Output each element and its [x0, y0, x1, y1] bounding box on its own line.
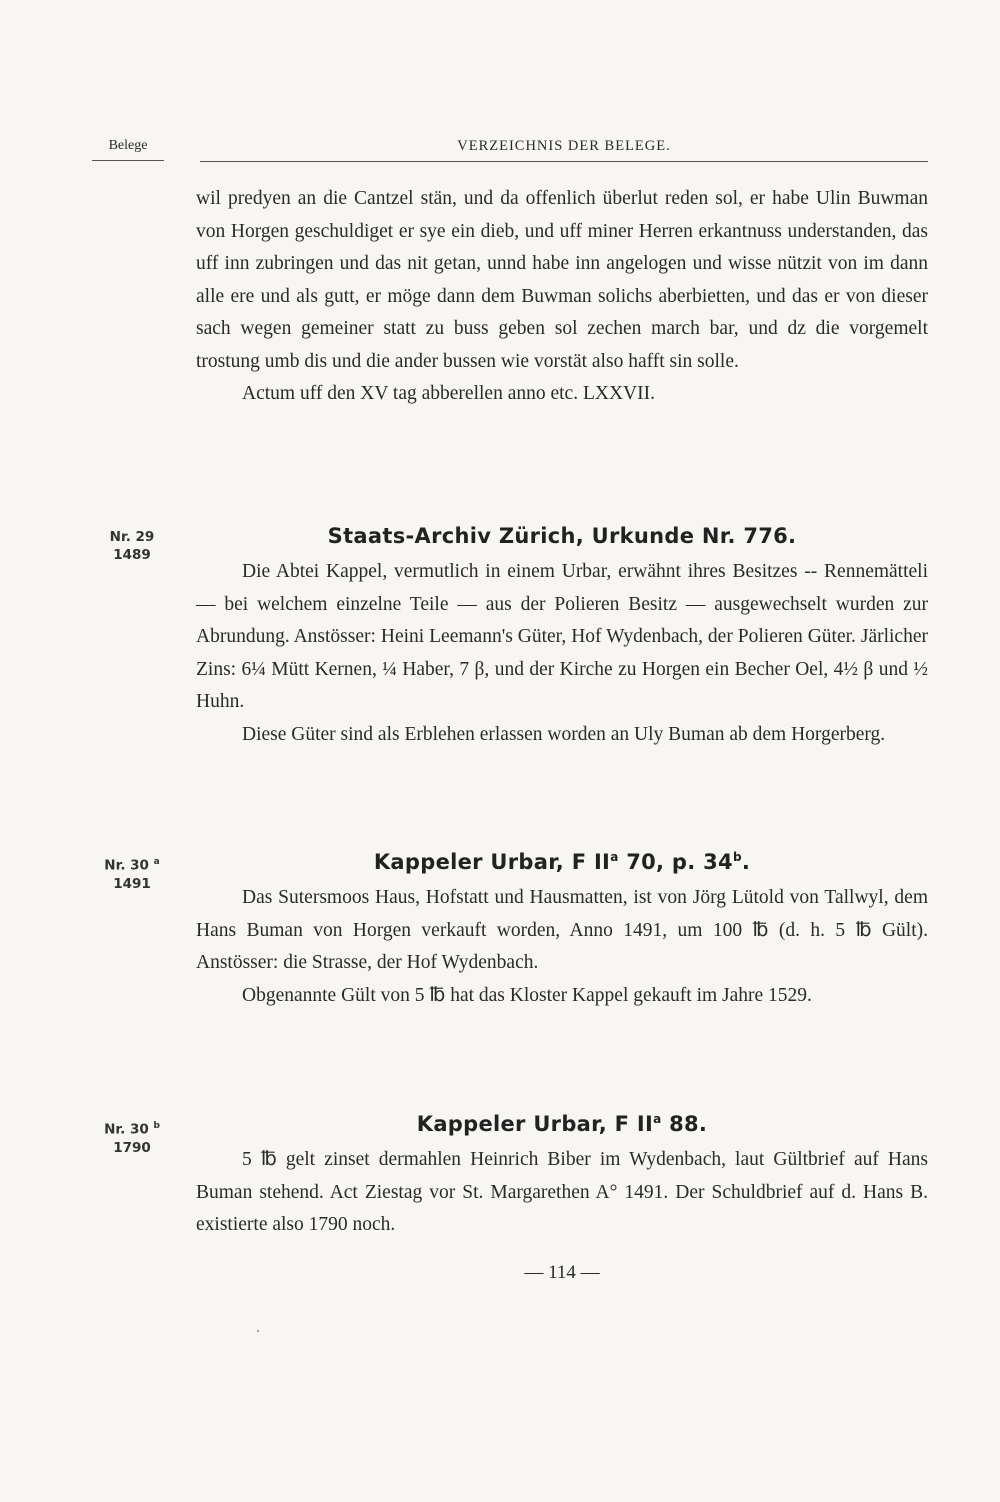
entry-heading: Staats-Archiv Zürich, Urkunde Nr. 776.: [327, 524, 797, 548]
entry-year: 1491: [113, 875, 151, 892]
intro-paragraph: wil predyen an die Cantzel stän, und da offenlich überlut reden sol, er habe Ulin Buwman von Horgen geschuldiget er sye ein dieb, und uff miner Herren erkantnuss understanden, das uff inn zubringen und das nit getan, unnd habe inn angelogen und wisse nützit von im dann alle ere und als gutt, er möge dann dem Buwman solichs aberbietten, und das er von dieser sach wegen gemeiner statt zu buss geben sol zechen march bar, und dz die vorgemelt trostung umb dis und die ander bussen wie vorstät also hafft sin solle.: [196, 188, 928, 372]
entry-30a-sidenote: [92, 853, 172, 893]
entry-paragraph: Die Abtei Kappel, vermutlich in einem Urbar, erwähnt ihres Besitzes -- Rennemätteli — bei welchem einzelne Teile — aus der Polieren Besitz — ausgewechselt wurden zur Abrundung. Anstösser: Heini Leemann's Güter, Hof Wydenbach, der Polieren Güter. Järlicher Zins: 6¼ Mütt Kernen, ¼ Haber, 7 β, und der Kirche zu Horgen ein Becher Oel, 4½ β und ½ Huhn.: [196, 561, 928, 712]
entry-paragraph: 5 ℔ gelt zinset dermahlen Heinrich Biber im Wydenbach, laut Gültbrief auf Hans Buman stehend. Act Ziestag vor St. Margarethen A° 1491. Der Schuldbrief auf d. Hans B. existierte also 1790 noch.: [196, 1149, 928, 1235]
margin-section-label: Belege: [92, 138, 164, 161]
page-number: — 114 —: [524, 1262, 600, 1283]
intro-block: [196, 183, 928, 411]
entry-30b-sidenote: [92, 1117, 172, 1157]
entry-number: Nr. 30 $^b$: [104, 1121, 160, 1138]
entry-paragraph: Obgenannte Gült von 5 ℔ hat das Kloster Kappel gekauft im Jahre 1529.: [242, 984, 812, 1006]
scan-speck: [257, 1330, 259, 1332]
entry-paragraph: Diese Güter sind als Erblehen erlassen worden an Uly Buman ab dem Horgerberg.: [242, 723, 886, 745]
entry-29: [196, 524, 928, 751]
intro-closing: Actum uff den XV tag abberellen anno etc. LXXVII.: [242, 383, 655, 404]
entry-29-sidenote: [92, 528, 172, 564]
entry-30b: [196, 1112, 928, 1242]
entry-year: 1790: [113, 1139, 151, 1156]
entry-year: 1489: [113, 547, 151, 563]
running-title: VERZEICHNIS DER BELEGE.: [200, 138, 928, 162]
entry-paragraph: Das Sutersmoos Haus, Hofstatt und Hausmatten, ist von Jörg Lütold von Tallwyl, dem Hans Buman von Horgen verkauft worden, Anno 1491, um 100 ℔ (d. h. 5 ℔ Gült). Anstösser: die Strasse, der Hof Wydenbach.: [196, 887, 928, 973]
entry-number: Nr. 30 $^a$: [104, 857, 160, 874]
entry-heading: Kappeler Urbar, F $II^a$ 70, p. 34$^b$.: [373, 850, 751, 874]
entry-30a: [196, 850, 928, 1012]
entry-heading: Kappeler Urbar, F $II^a$ 88.: [416, 1112, 708, 1136]
entry-number: Nr. 29: [109, 529, 155, 545]
